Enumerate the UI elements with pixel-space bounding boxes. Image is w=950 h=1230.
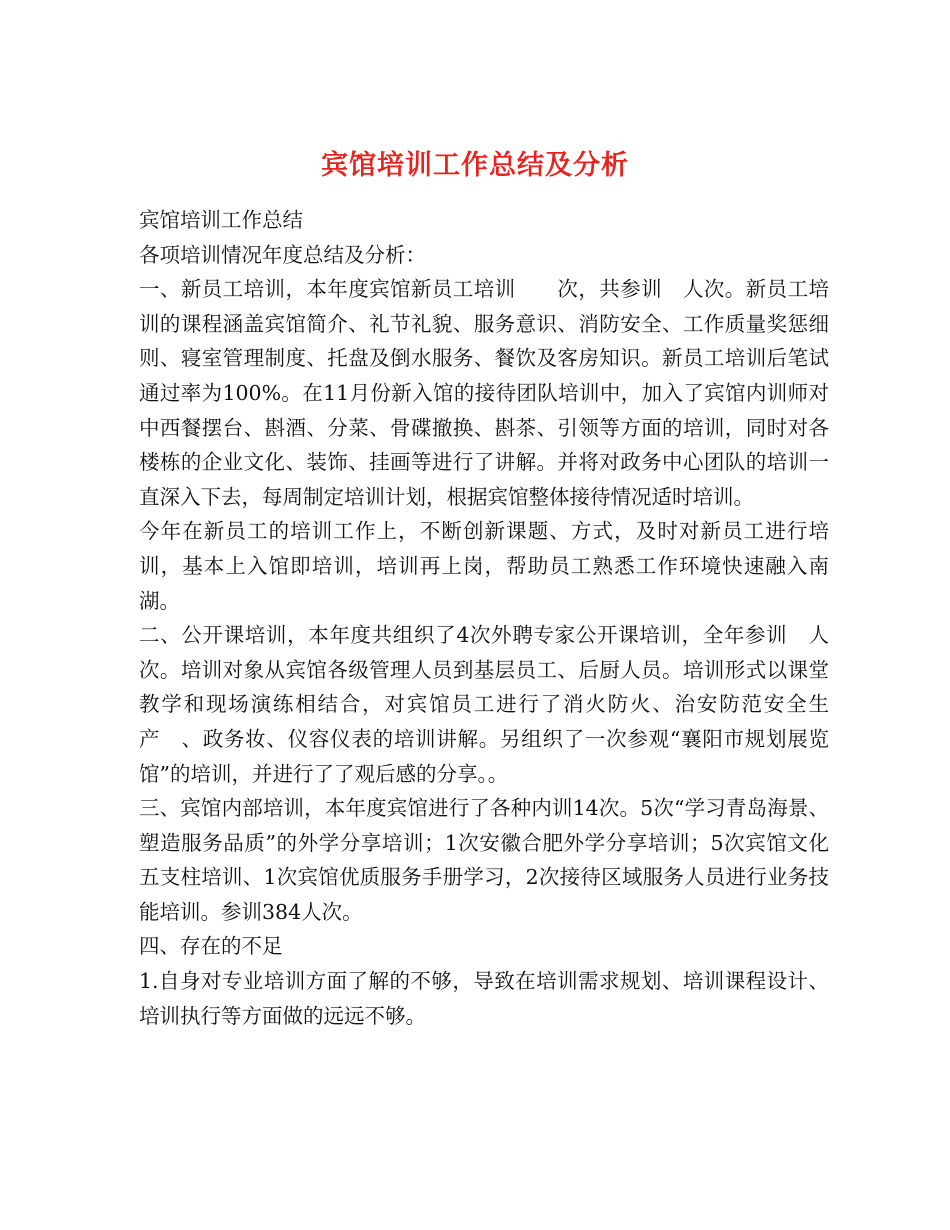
paragraph-open-course-training: 二、公开课培训，本年度共组织了4次外聘专家公开课培训，全年参训 人次。培训对象从宾馆各级管理人员到基层员工、后厨人员。培训形式以课堂教学和现场演练相结合，对宾馆员工进行了消火防火、治安防范安全生产 、政务妆、仪容仪表的培训讲解。另组织了一次参观“襄阳市规划展览馆”的培训，并进行了了观后感的分享。。 — [139, 623, 829, 786]
document-body — [139, 203, 829, 1033]
paragraph-new-staff-training: 一、新员工培训，本年度宾馆新员工培训 次，共参训 人次。新员工培训的课程涵盖宾馆简介、礼节礼貌、服务意识、消防安全、工作质量奖惩细则、寝室管理制度、托盘及倒水服务、餐饮及客房知识。新员工培训后笔试通过率为100%。在11月份新入馆的接待团队培训中，加入了宾馆内训师对中西餐摆台、斟酒、分菜、骨碟撤换、斟茶、引领等方面的培训，同时对各楼栋的企业文化、装饰、挂画等进行了讲解。并将对政务中心团队的培训一直深入下去，每周制定培训计划，根据宾馆整体接待情况适时培训。 — [139, 277, 829, 509]
document-title: 宾馆培训工作总结及分析 — [321, 150, 629, 182]
paragraph-new-staff-innovation: 今年在新员工的培训工作上，不断创新课题、方式，及时对新员工进行培训，基本上入馆即培训，培训再上岗，帮助员工熟悉工作环境快速融入南湖。 — [139, 519, 829, 613]
paragraph-internal-training: 三、宾馆内部培训，本年度宾馆进行了各种内训14次。5次“学习青岛海景、塑造服务品质”的外学分享培训；1次安徽合肥外学分享培训；5次宾馆文化五支柱培训、1次宾馆优质服务手册学习，2次接待区域服务人员进行业务技能培训。参训384人次。 — [139, 796, 829, 924]
paragraph-shortcomings-heading: 四、存在的不足 — [139, 934, 283, 959]
section-heading: 宾馆培训工作总结 — [139, 208, 303, 232]
subheading: 各项培训情况年度总结及分析： — [139, 242, 426, 267]
paragraph-shortcoming-1: 1.自身对专业培训方面了解的不够，导致在培训需求规划、培训课程设计、培训执行等方面做的远远不够。 — [139, 969, 829, 1028]
